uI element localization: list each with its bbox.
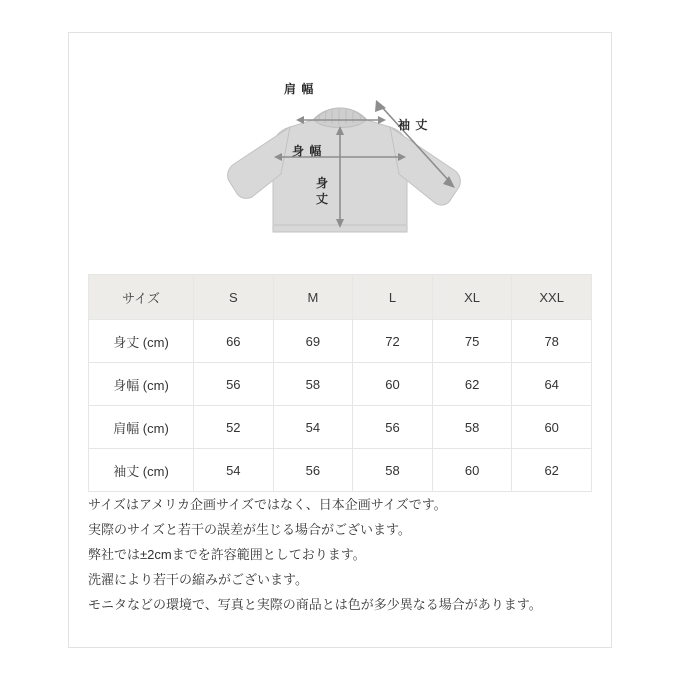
note-line: 実際のサイズと若干の誤差が生じる場合がございます。 xyxy=(88,522,411,537)
cell-body-length-xl: 75 xyxy=(432,320,512,363)
note-line: 弊社では±2cmまでを許容範囲としております。 xyxy=(88,547,366,562)
row-label-sleeve-length: 袖丈 (cm) xyxy=(89,449,194,492)
cell-shoulder-width-s: 52 xyxy=(194,406,274,449)
cell-sleeve-length-xxl: 62 xyxy=(512,449,592,492)
cell-body-length-l: 72 xyxy=(353,320,433,363)
cell-sleeve-length-l: 58 xyxy=(353,449,433,492)
cell-shoulder-width-xxl: 60 xyxy=(512,406,592,449)
header-xl: XL xyxy=(432,275,512,320)
cell-shoulder-width-xl: 58 xyxy=(432,406,512,449)
label-body-length-line1: 身 xyxy=(316,176,330,190)
row-label-body-length: 身丈 (cm) xyxy=(89,320,194,363)
cell-chest-width-xl: 62 xyxy=(432,363,512,406)
cell-chest-width-xxl: 64 xyxy=(512,363,592,406)
header-m: M xyxy=(273,275,353,320)
table-row xyxy=(89,320,592,363)
label-body-length xyxy=(316,175,329,207)
cell-shoulder-width-m: 54 xyxy=(273,406,353,449)
cell-sleeve-length-s: 54 xyxy=(194,449,274,492)
cell-chest-width-s: 56 xyxy=(194,363,274,406)
note-line: 洗濯により若干の縮みがございます。 xyxy=(88,572,308,587)
table-header-row xyxy=(89,275,592,320)
header-xxl: XXL xyxy=(512,275,592,320)
table-row xyxy=(89,406,592,449)
note-line: サイズはアメリカ企画サイズではなく、日本企画サイズです。 xyxy=(88,497,447,512)
table-row xyxy=(89,363,592,406)
note-line: モニタなどの環境で、写真と実際の商品とは色が多少異なる場合があります。 xyxy=(88,597,542,612)
size-table xyxy=(88,274,592,492)
row-label-chest-width: 身幅 (cm) xyxy=(89,363,194,406)
cell-body-length-m: 69 xyxy=(273,320,353,363)
cell-shoulder-width-l: 56 xyxy=(353,406,433,449)
sweatshirt-diagram xyxy=(68,42,612,262)
cell-sleeve-length-m: 56 xyxy=(273,449,353,492)
notes-list xyxy=(88,496,598,621)
row-label-shoulder-width: 肩幅 (cm) xyxy=(89,406,194,449)
label-chest-width: 身 幅 xyxy=(292,144,323,158)
label-sleeve-length: 袖 丈 xyxy=(398,118,429,132)
cell-body-length-xxl: 78 xyxy=(512,320,592,363)
label-body-length-line2: 丈 xyxy=(316,192,330,206)
header-s: S xyxy=(194,275,274,320)
cell-chest-width-l: 60 xyxy=(353,363,433,406)
cell-body-length-s: 66 xyxy=(194,320,274,363)
header-l: L xyxy=(353,275,433,320)
cell-chest-width-m: 58 xyxy=(273,363,353,406)
label-shoulder-width: 肩 幅 xyxy=(284,82,315,96)
garment-illustration xyxy=(68,42,612,262)
table-row xyxy=(89,449,592,492)
header-size: サイズ xyxy=(89,275,194,320)
cell-sleeve-length-xl: 60 xyxy=(432,449,512,492)
